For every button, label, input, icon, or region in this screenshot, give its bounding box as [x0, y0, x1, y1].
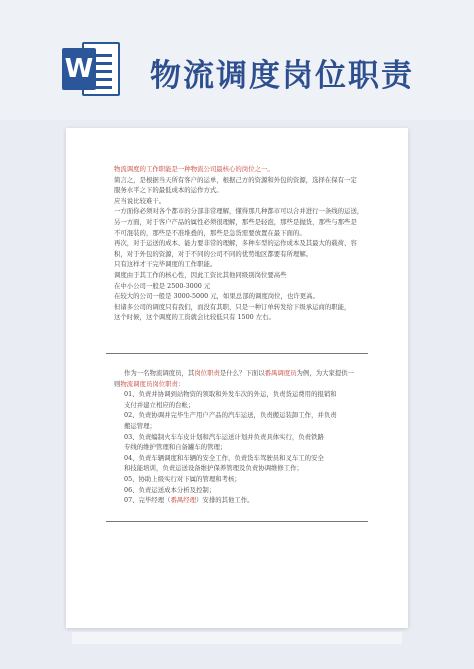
duty-highlight: 番禺经理 — [170, 496, 197, 505]
overview-heading: 物流调度的工作职能是一种物流公司最核心的岗位之一。 — [114, 165, 274, 173]
duty-item: 05、协助上级实行对下属的管理和考核； — [124, 474, 241, 483]
intro-highlight: 岗位职责 — [194, 369, 220, 377]
duty-item: 搬运管理； — [124, 421, 156, 430]
paragraph-line: 这个时候，这个调度的工资就会比较低只有 1500 左右。 — [114, 313, 275, 322]
word-document-icon — [62, 36, 122, 100]
paragraph-line: 简言之，是根据当天所有客户的运单，根据己方的资源和外包的资源，选择在保有一定 — [114, 175, 357, 184]
duty-item: 和技能培训，负责运送设备维护保养管理及负责协调维修工作； — [124, 464, 303, 473]
duty-item: 专线的维护管理和自备罐车的管理； — [124, 443, 227, 452]
paragraph-line: 服务水平之下的最低成本的运作方式。 — [114, 186, 223, 195]
header-banner — [0, 0, 474, 120]
duty-text: 07、完毕经理（ — [124, 496, 171, 505]
page-stack-shadow — [72, 632, 402, 644]
duty-text: ）安排的其他工作。 — [196, 496, 254, 505]
paragraph-line: 在较大的公司一般是 3000-5000 元，如果总部的调度岗位，也许更高。 — [114, 292, 319, 301]
duty-item — [114, 495, 376, 506]
intro-text: ： — [177, 379, 185, 388]
duty-item: 06、负责运送成本分析及控制； — [124, 485, 216, 494]
paragraph-line: 另一方面，对于客户产品的属性必须很理解，那些是轻泡，那些是抛货，那些与那些是 — [114, 217, 357, 226]
paragraph-line: 不可混装的，那些是不准堆叠的，那些是急货需要放置在最下面的。 — [114, 228, 306, 237]
duties-intro-line — [114, 368, 376, 379]
duty-item: 02、负责协调并完毕生产用户产品的汽车运送，负责搬运装卸工作，并负责 — [124, 411, 337, 420]
intro-text: 是什么？下面以 — [219, 369, 265, 377]
paragraph-line: 调度由于其工作的核心性，因此工资比其他同级别岗位要高些 — [114, 270, 287, 279]
duty-item: 支付并建立相应的台帐； — [124, 400, 195, 409]
paragraph-line: 一方面你必须对各个都市的分部非常理解，懂得那几种都市可以合并进行一条线的运送， — [114, 207, 364, 216]
section-divider — [106, 521, 368, 522]
duty-item: 01、负责并协调到站物资的领取和外发车次的外运，负责货运费用的报销和 — [124, 390, 337, 399]
section-overview — [114, 164, 376, 323]
duty-item: 03、负责编制火车车皮计划和汽车运送计划并负责具体实行，负责铁路 — [124, 432, 324, 441]
document-page — [66, 128, 408, 628]
paragraph-line: 应当说比较难干。 — [114, 196, 166, 205]
paragraph-line: 但诸多公司的调度只有我们，而没有其职，只是一种订单转发给下级承运商的职能， — [114, 302, 351, 311]
section-divider — [106, 353, 368, 354]
intro-highlight: 番禺调度员 — [264, 369, 297, 377]
intro-highlight: 物流调度员岗位职责 — [120, 379, 178, 388]
word-icon-letter: W — [62, 48, 96, 90]
paragraph-line: 再次，对于运送的成本、能力要非常的理解，多种车型的运作成本及其最大的载荷、容 — [114, 239, 357, 248]
paragraph-line: 积，对于外包的资源，对于不同的公司不同的优势地区都要有所理解。 — [114, 249, 313, 258]
intro-text: 则 — [114, 379, 121, 388]
section-duties — [114, 368, 376, 506]
duties-intro-line — [114, 379, 376, 390]
duty-item: 04、负责车辆调度和车辆的安全工作，负责货车驾驶员和叉车工的安全 — [124, 453, 324, 462]
paragraph-line: 在中小公司一般是 2500-3000 元 — [114, 281, 211, 290]
page-title: 物流调度岗位职责 — [150, 58, 414, 94]
intro-text: 为例，为大家提供一 — [296, 369, 355, 377]
paragraph-line: 只有这样才干完毕调度的工作职能。 — [114, 260, 217, 269]
intro-text: 作为一名物流调度员，其 — [124, 369, 195, 377]
